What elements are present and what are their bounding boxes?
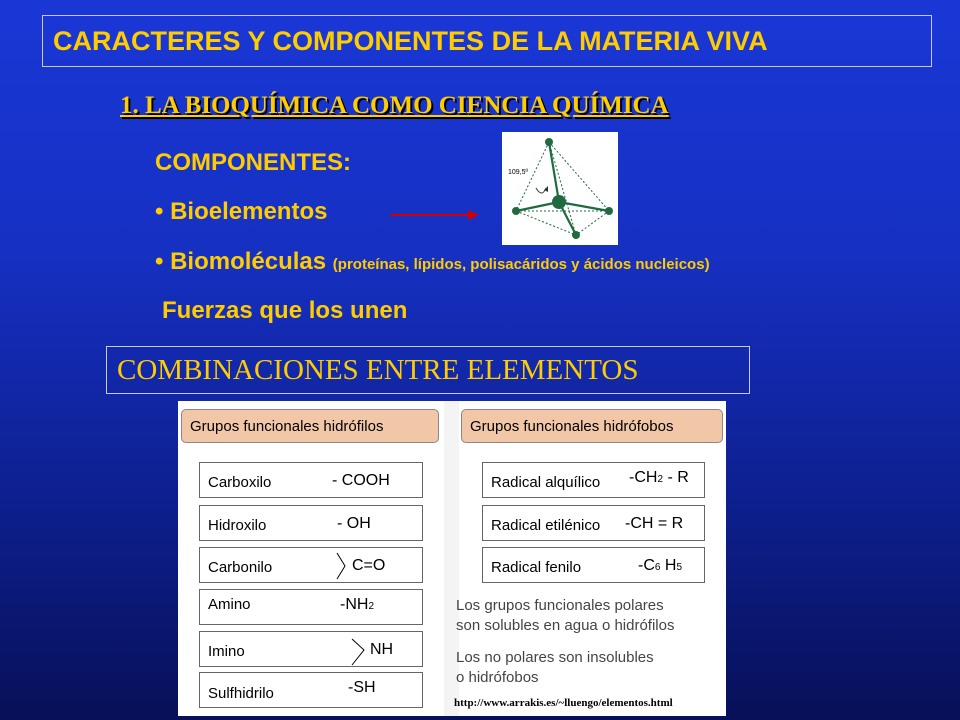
group-formula: NH [370,641,394,658]
group-formula: - COOH [332,472,390,489]
group-radical-alquilico [482,462,705,498]
group-name: Sulfhidrilo [208,685,274,702]
components-label: COMPONENTES: [155,149,352,176]
section-heading: 1. LA BIOQUÍMICA COMO CIENCIA QUÍMICA [120,92,669,119]
functional-groups-table [178,401,726,716]
group-name: Imino [208,643,245,660]
group-formula: - OH [337,515,371,532]
formula-subscript: 2 [657,474,663,485]
formula-subscript-2: 5 [676,562,683,573]
group-name: Radical fenilo [491,559,582,576]
group-amino [199,589,423,625]
group-carboxilo [199,462,423,498]
group-name: Radical etilénico [491,517,601,534]
note-nonpolar-line1: Los no polares son insolubles [456,649,654,666]
note-polar-line2: son solubles en agua o hidrófilos [456,617,675,634]
group-name: Hidroxilo [208,517,267,534]
formula-tail: - R [663,469,689,486]
group-formula: -CH [629,469,658,486]
angle-label: 109,5º [508,169,529,176]
hydrophilic-header: Grupos funcionales hidrófilos [181,409,439,443]
note-polar-line1: Los grupos funcionales polares [456,597,664,614]
group-sulfhidrilo [199,672,423,708]
group-name: Radical alquílico [491,474,601,491]
group-carbonilo [199,547,423,583]
group-formula: -CH = R [625,515,684,532]
formula-subscript: 6 [654,562,661,573]
combinations-heading: COMBINACIONES ENTRE ELEMENTOS [106,346,750,394]
group-imino [199,631,423,667]
group-formula: -C [638,557,655,574]
group-formula: -NH [340,596,369,613]
carbonyl-bond-icon [335,552,347,580]
bullet-dot: • [155,248,164,275]
group-name: Carboxilo [208,474,272,491]
group-radical-fenilo [482,547,705,583]
group-name: Carbonilo [208,559,273,576]
forces-label: Fuerzas que los unen [162,297,408,324]
group-radical-etilenico [482,505,705,541]
formula-mid: H [660,557,677,574]
bullet-dot: • [155,198,164,225]
bullet-biomolecules [155,248,710,276]
biomolecules-label: Biomoléculas [170,248,327,275]
page-title: CARACTERES Y COMPONENTES DE LA MATERIA VIVA [42,15,932,67]
arrow-icon [388,206,480,224]
bioelements-label: Bioelementos [170,198,328,225]
hydrophobic-header: Grupos funcionales hidrófobos [461,409,723,443]
group-formula: -SH [348,679,376,696]
tetrahedron-figure [502,132,618,245]
formula-subscript: 2 [368,601,374,612]
bullet-bioelements [155,198,327,226]
group-formula: C=O [352,557,386,574]
group-hidroxilo [199,505,423,541]
source-url: http://www.arrakis.es/~lluengo/elementos.html [454,697,673,709]
group-name: Amino [208,596,251,613]
note-nonpolar-line2: o hidrófobos [456,669,539,686]
biomolecules-note: (proteínas, lípidos, polisacáridos y ácidos nucleicos) [332,256,710,273]
imino-bond-icon [350,638,366,666]
